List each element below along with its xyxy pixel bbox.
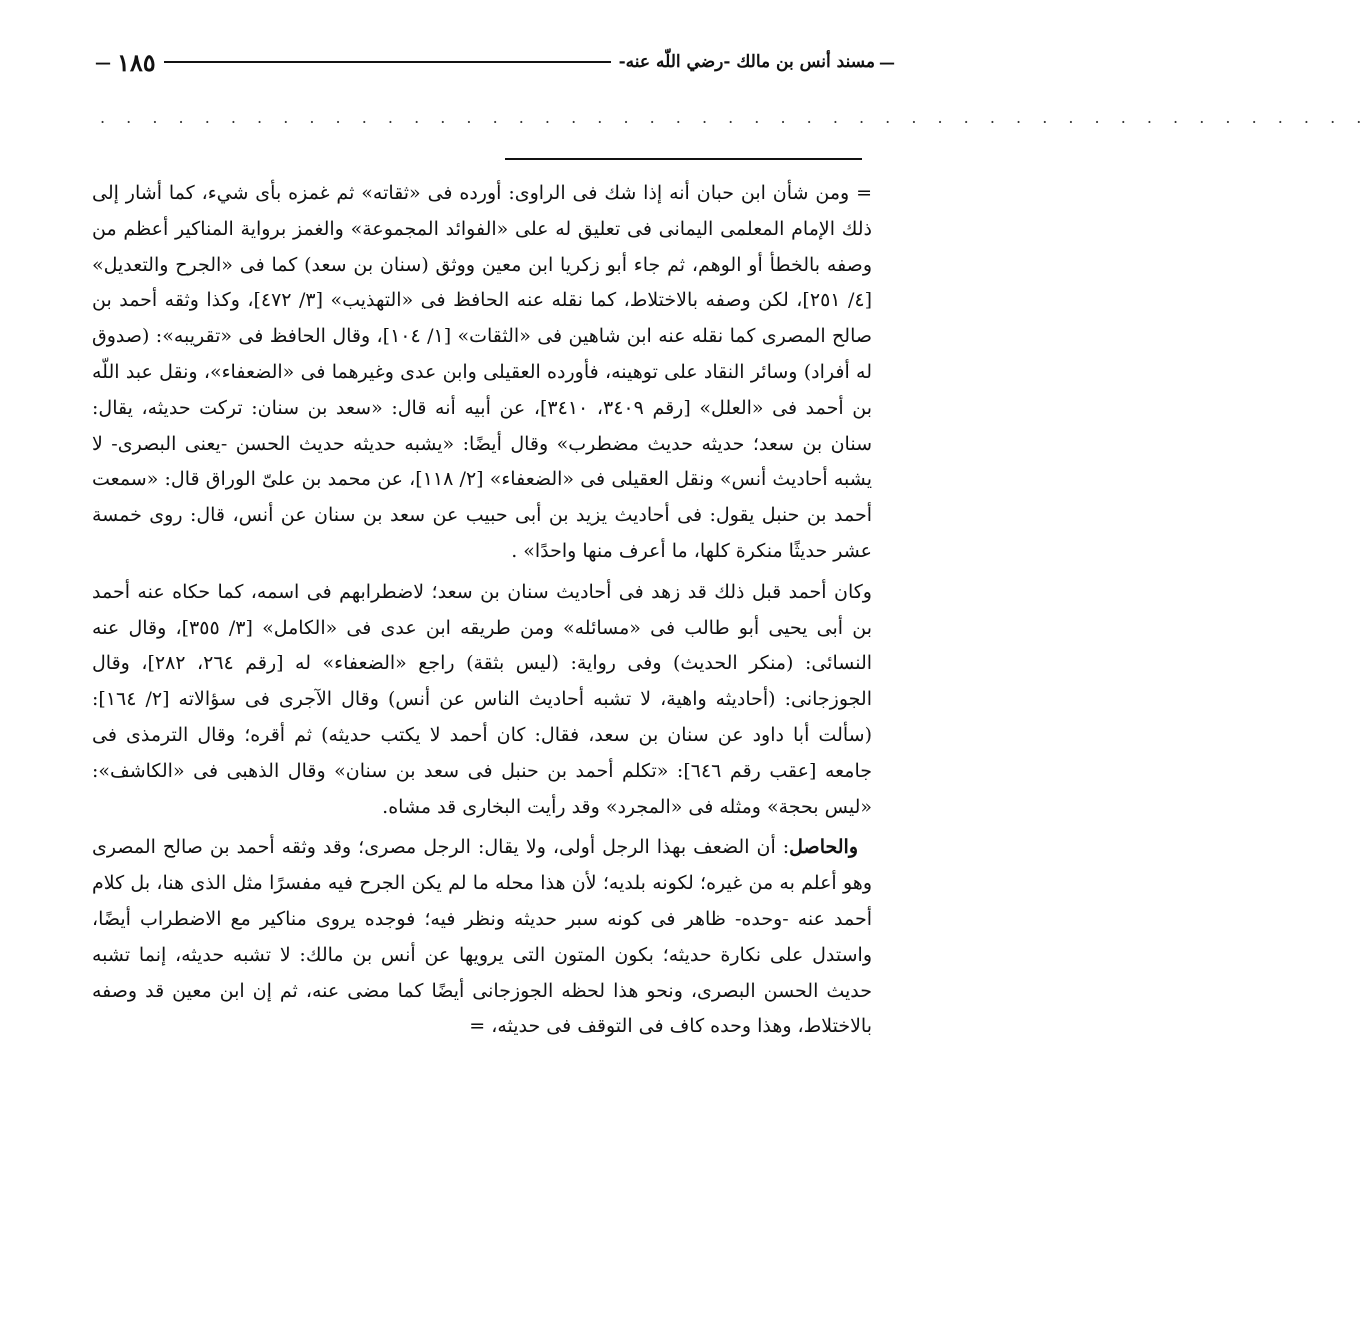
footnote-paragraph-2 xyxy=(92,575,872,826)
running-title: مسند أنس بن مالك -رضي اللّه عنه- xyxy=(618,52,875,72)
paragraph-text: ومن شأن ابن حبان أنه إذا شك فى الراوى: أورده فى «ثقاته» ثم غمزه بأى شيء، كما أشار إلى ذلك الإمام المعلمى اليمانى فى تعليق له على «الفوائد المجموعة» والغمز برواية المناكير أعظم من وصفه بالخطأ أو الوهم، ثم جاء أبو زكريا ابن معين ووثق (سنان بن سعد) كما فى «الجرح والتعديل» [٤/ ٢٥١]، لكن وصفه بالاختلاط، كما نقله عنه الحافظ فى «التهذيب» [٣/ ٤٧٢]، وكذا وثقه أحمد بن صالح المصرى كما نقله عنه ابن شاهين فى «الثقات» [١/ ١٠٤]، وقال الحافظ فى «تقريبه»: (صدوق له أفراد) وسائر النقاد على توهينه، فأورده العقيلى وابن عدى وغيرهما فى «الضعفاء»، ونقل عبد اللّه بن أحمد فى «العلل» [رقم ٣٤٠٩، ٣٤١٠]، عن أبيه أنه قال: «سعد بن سنان: تركت حديثه، يقال: سنان بن سعد؛ حديثه حديث مضطرب» وقال أيضًا: «يشبه حديثه حديث الحسن -يعنى البصرى- لا يشبه أحاديث أنس» ونقل العقيلى فى «الضعفاء» [٢/ ١١٨]، عن محمد بن علىّ الوراق قال: «سمعت أحمد بن حنبل يقول: فى أحاديث يزيد بن أبى حبيب عن سعد بن سنان عن أنس، قال: روى خمسة عشر حديثًا منكرة كلها، ما أعرف منها واحدًا» . xyxy=(92,182,873,562)
footnote-paragraph-1 xyxy=(92,176,872,570)
footnote-body xyxy=(92,176,872,1050)
dotted-separator: . . . . . . . . . . . . . . . . . . . . . . . . . . . . . . . . . . . . . . . . . . . . . . . . . xyxy=(100,108,1369,127)
header-dash-left: — xyxy=(95,52,111,72)
header-dash-right: — xyxy=(879,52,895,72)
paragraph-text: : أن الضعف بهذا الرجل أولى، ولا يقال: الرجل مصرى؛ وقد وثقه أحمد بن صالح المصرى وهو أعلم به من غيره؛ لكونه بلديه؛ لأن هذا محله ما لم يكن الجرح فيه مفسرًا مثل الذى هنا، بل كلام أحمد عنه -وحده- ظاهر فى كونه سبر حديثه ونظر فيه؛ فوجده يروى مناكير مع الاضطراب أيضًا، واستدل على نكارة حديثه؛ بكون المتون التى يرويها عن أنس بن مالك: لا تشبه حديثه، إنما تشبه حديث الحسن البصرى، ونحو هذا لحظه الجوزجانى أيضًا كما مضى عنه، ثم إن ابن معين قد وصفه بالاختلاط، وهذا وحده كاف فى التوقف فى حديثه، xyxy=(92,836,872,1038)
footnote-paragraph-3 xyxy=(92,830,872,1045)
page-header xyxy=(95,42,895,82)
paragraph-text: وكان أحمد قبل ذلك قد زهد فى أحاديث سنان بن سعد؛ لاضطرابهم فى اسمه، كما حكاه عنه أحمد بن أبى يحيى أبو طالب فى «مسائله» ومن طريقه ابن عدى فى «الكامل» [٣/ ٣٥٥]، وقال عنه النسائى: (منكر الحديث) وفى رواية: (ليس بثقة) راجع «الضعفاء» له [رقم ٢٦٤، ٢٨٢]، وقال الجوزجانى: (أحاديثه واهية، لا تشبه أحاديث الناس عن أنس) وقال الآجرى فى سؤالاته [٢/ ١٦٤]: (سألت أبا داود عن سنان بن سعد، فقال: كان أحمد لا يكتب حديثه) ثم أقره؛ وقال الترمذى فى جامعه [عقب رقم ٦٤٦]: «تكلم أحمد بن حنبل فى سعد بن سنان» وقال الذهبى فى «الكاشف»: «ليس بحجة» ومثله فى «المجرد» وقد رأيت البخارى قد مشاه. xyxy=(92,580,873,818)
continuation-mark: = xyxy=(856,182,872,204)
page-number: ١٨٥ xyxy=(117,47,156,77)
paragraph-lead: والحاصل xyxy=(789,836,858,859)
footnote-rule xyxy=(505,158,862,160)
continuation-end-mark: = xyxy=(469,1015,486,1038)
header-rule xyxy=(164,61,611,63)
